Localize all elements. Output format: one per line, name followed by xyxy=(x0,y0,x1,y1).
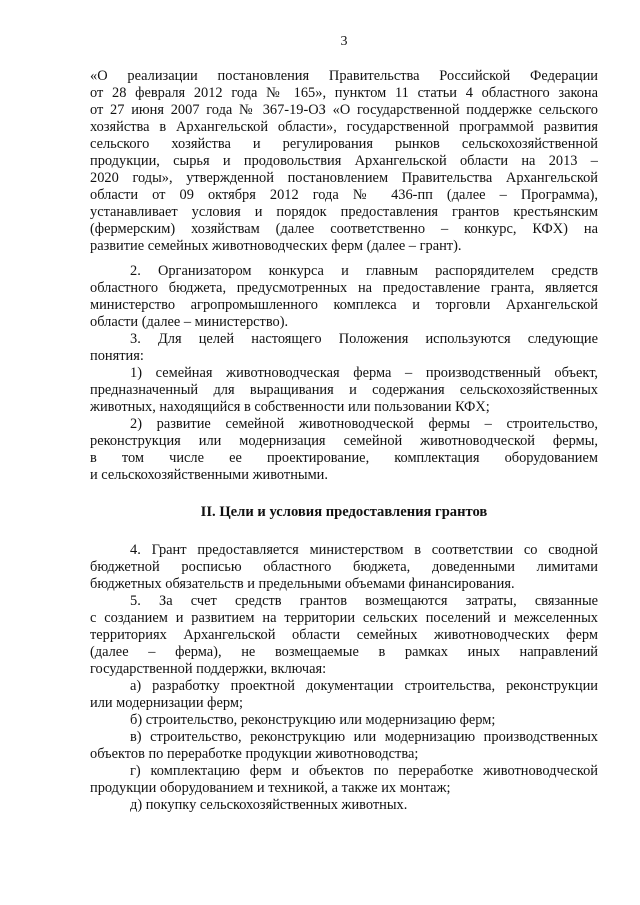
text-line: 2. Организатором конкурса и главным распорядителем средств xyxy=(130,263,598,279)
text-line: 2) развитие семейной животноводческой фермы – строительство, xyxy=(130,416,598,432)
text-line: в) строительство, реконструкцию или модернизацию производственных xyxy=(130,729,598,745)
paragraph-item-5 xyxy=(90,593,598,678)
text-line: государственной поддержки, включая: xyxy=(90,661,327,677)
text-line: с созданием и развитием на территории сельских поселений и межселенных xyxy=(90,610,598,626)
text-line: б) строительство, реконструкцию или модернизацию ферм; xyxy=(130,712,496,728)
text-line: 2020 годы», утвержденной постановлением Правительства Архангельской xyxy=(90,170,598,186)
text-line: животных, находящийся в собственности или пользовании КФХ; xyxy=(90,399,490,415)
text-line: г) комплектацию ферм и объектов по переработке животноводческой xyxy=(130,763,598,779)
text-line: территориях Архангельской области семейных животноводческих ферм xyxy=(90,627,598,643)
text-line: предназначенный для выращивания и содержания сельскохозяйственных xyxy=(90,382,598,398)
page-number: 3 xyxy=(340,34,348,49)
paragraph-subitem-d xyxy=(90,797,598,814)
text-line: бюджетной росписью областного бюджета, доведенными лимитами xyxy=(90,559,598,575)
text-line: 5. За счет средств грантов возмещаются затраты, связанные xyxy=(130,593,598,609)
text-line: министерство агропромышленного комплекса и торговли Архангельской xyxy=(90,297,598,313)
text-line: или модернизации ферм; xyxy=(90,695,243,711)
paragraph-decree-reference xyxy=(90,68,598,255)
text-line: от 28 февраля 2012 года № 165», пунктом 11 статьи 4 областного закона xyxy=(90,85,598,101)
section-heading: II. Цели и условия предоставления грантов xyxy=(200,504,488,520)
text-line: понятия: xyxy=(90,348,144,364)
text-line: области (далее – министерство). xyxy=(90,314,289,330)
text-line: 3. Для целей настоящего Положения используются следующие xyxy=(130,331,598,347)
text-line: области от 09 октября 2012 года № 436-пп (далее – Программа), xyxy=(90,187,598,203)
paragraph-item-2 xyxy=(90,263,598,331)
paragraph-item-4 xyxy=(90,542,598,593)
text-line: д) покупку сельскохозяйственных животных. xyxy=(130,797,408,813)
text-line: (далее – ферма), не возмещаемые в рамках иных направлений xyxy=(90,644,598,660)
text-line: устанавливает условия и порядок предоставления грантов крестьянским xyxy=(90,204,598,220)
paragraph-subitem-v xyxy=(90,729,598,763)
text-line: сельского хозяйства и регулирования рынков сельскохозяйственной xyxy=(90,136,598,152)
paragraph-subitem-2 xyxy=(90,416,598,484)
text-line: 4. Грант предоставляется министерством в соответствии со сводной xyxy=(130,542,598,558)
text-line: реконструкция или модернизация семейной животноводческой фермы, xyxy=(90,433,598,449)
text-line: хозяйства в Архангельской области», государственной программой развития xyxy=(90,119,598,135)
text-line: а) разработку проектной документации строительства, реконструкции xyxy=(130,678,598,694)
text-line: областного бюджета, предусмотренных на предоставление гранта, является xyxy=(90,280,598,296)
text-line: бюджетных обязательств и предельными объемами финансирования. xyxy=(90,576,515,592)
paragraph-subitem-1 xyxy=(90,365,598,416)
text-line: «О реализации постановления Правительства Российской Федерации xyxy=(90,68,598,84)
text-line: в том числе ее проектирование, комплектация оборудованием xyxy=(90,450,598,466)
text-line: и сельскохозяйственными животными. xyxy=(90,467,328,483)
paragraph-item-3 xyxy=(90,331,598,365)
text-line: развитие семейных животноводческих ферм (далее – грант). xyxy=(90,238,462,254)
text-line: 1) семейная животноводческая ферма – производственный объект, xyxy=(130,365,598,381)
text-line: продукции оборудованием и техникой, а также их монтаж; xyxy=(90,780,451,796)
text-line: от 27 июня 2007 года № 367-19-ОЗ «О государственной поддержке сельского xyxy=(90,102,598,118)
text-line: объектов по переработке продукции животноводства; xyxy=(90,746,419,762)
text-line: продукции, сырья и продовольствия Архангельской области на 2013 – xyxy=(90,153,598,169)
paragraph-subitem-g xyxy=(90,763,598,797)
paragraph-subitem-a xyxy=(90,678,598,712)
paragraph-subitem-b xyxy=(90,712,598,729)
text-line: (фермерским) хозяйствам (далее соответственно – конкурс, КФХ) на xyxy=(90,221,598,237)
